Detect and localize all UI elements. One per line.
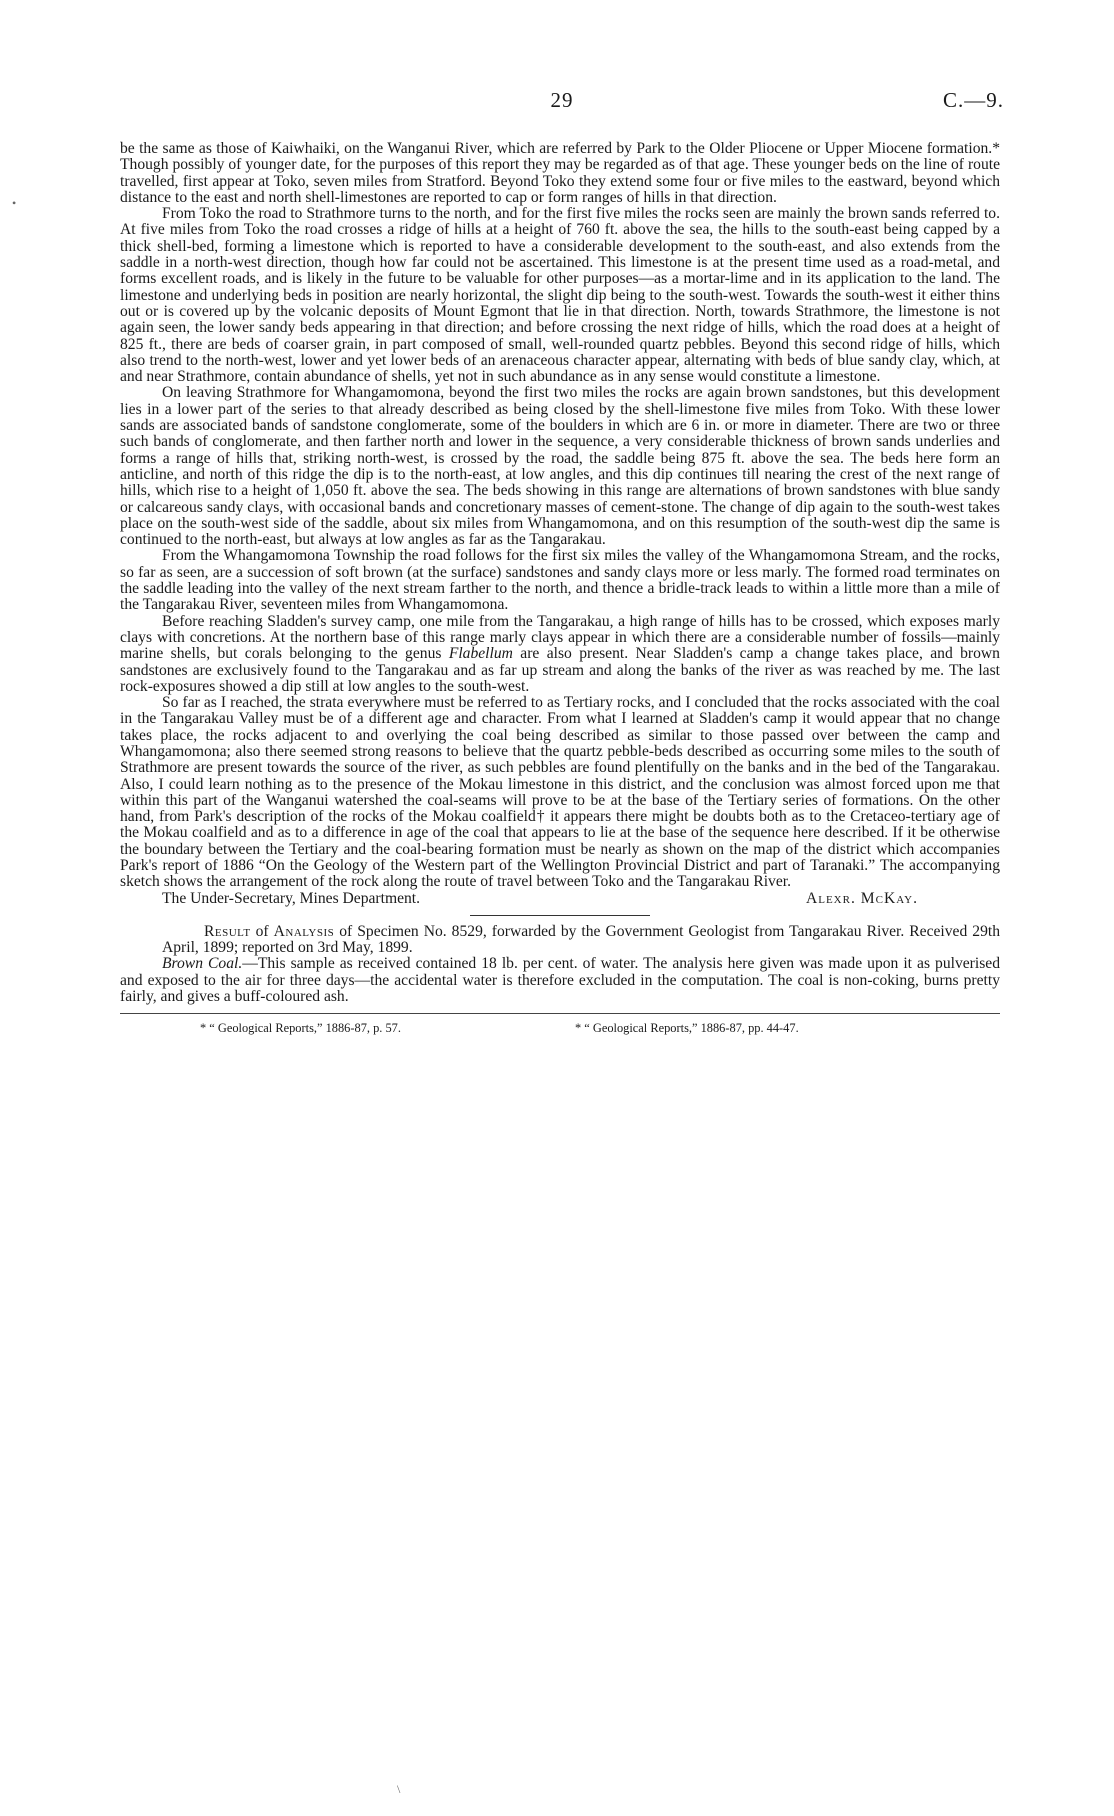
footnote-first: * “ Geological Reports,” 1886-87, p. 57. (200, 1021, 401, 1036)
margin-mark-bottom: \ (397, 1782, 401, 1796)
sladden-text-after: are also present. Near Sladden's camp a change takes place, and brown sandstones are exclusively found to the Tangarakau and as far up stream and along the banks of the river as was reached by me. The last rock-exposures showed a dip still at low angles to the south-west. (120, 645, 1000, 695)
heading-word-analysis: Analysis (273, 922, 335, 940)
analysis-body: —This sample as received contained 18 lb. per cent. of water. The analysis here given was made upon it as pulverised and exposed to the air for three days—the accidental water is therefore excluded in the computation. The coal is non-coking, burns pretty fairly, and gives a buff-coloured ash. (120, 955, 1000, 1005)
paragraph-kaiwhaiki: be the same as those of Kaiwhaiki, on the Wanganui River, which are referred by Park to the Older Pliocene or Upper Miocene formation.* Though possibly of younger date, for the purposes of this report they may be regarded as of that age. These younger beds on the line of route travelled, first appear at Toko, seven miles from Stratford. Beyond Toko they extend some four or five miles to the eastward, beyond which distance to the east and north shell-limestones are reported to cap or form ranges of hills in that direction. (120, 140, 1000, 206)
sladden-text-before: Before reaching Sladden's survey camp, one mile from the Tangarakau, a high range of hills has to be crossed, which exposes marly clays with concretions. At the northern base of this range marly clays appear in which there are a considerable number of fossils—mainly marine shells, but corals belonging to the genus (120, 612, 1000, 663)
heading-of: of (250, 922, 274, 940)
paragraph-toko-strathmore: From Toko the road to Strathmore turns to the north, and for the first five miles the rocks seen are mainly the brown sands referred to. At five miles from Toko the road crosses a ridge of hills at a height of 760 ft. above the sea, the hills to the south-east being capped by a thick shell-bed, forming a limestone which is reported to have a considerable development to the south-east, and also extends from the saddle in a north-west direction, though how far could not be ascertained. This limestone is at the present time used as a road-metal, and forms excellent roads, and is likely in the future to be valuable for other purposes—as a mortar-lime and in its application to the land. The limestone and underlying beds in position are nearly horizontal, the slight dip being to the south-west. Towards the south-west it either thins out or is covered up by the volcanic deposits of Mount Egmont that lie in that direction. North, towards Strathmore, the limestone is not again seen, the lower sandy beds appearing in that direction; and before crossing the next ridge of hills, which the road does at a height of 825 ft., there are beds of coarser grain, in part composed of small, well-rounded quartz pebbles. Beyond this second ridge of hills, which also trend to the north-west, lower and yet lower beds of an arenaceous character appear, alternating with beds of blue sandy clay, which, at and near Strathmore, contain abundance of shells, yet not in such abundance as in any sense would constitute a limestone. (120, 205, 1000, 386)
footnote-rule (120, 1013, 1000, 1014)
footnote-second: * “ Geological Reports,” 1886-87, pp. 44-47. (575, 1021, 799, 1036)
page-number: 29 (550, 88, 574, 112)
heading-rest: of Specimen No. 8529, forwarded by the Government Geologist from Tangarakau River. Received 29th April, 1899; reported on 3rd May, 1899. (162, 922, 1000, 956)
section-divider (470, 915, 650, 916)
paragraph-whangamomona-township: From the Whangamomona Township the road follows for the first six miles the valley of the Whangamomona Stream, and the rocks, so far as seen, are a succession of soft brown (at the surface) sandstones and sandy clays more or less marly. The formed road terminates on the saddle leading into the valley of the next stream farther to the north, and thence a bridle-track leads to within a little more than a mile of the Tangarakau River, seventeen miles from Whangamomona. (120, 547, 1000, 614)
analysis-lead: Brown Coal. (162, 955, 243, 973)
genus-name: Flabellum (448, 645, 513, 663)
signature-block (120, 891, 1000, 909)
margin-mark: • (12, 196, 17, 210)
author-signature: Alexr. McKay. (805, 889, 918, 907)
paragraph-conclusions: So far as I reached, the strata everywhere must be referred to as Tertiary rocks, and I concluded that the rocks associated with the coal in the Tangarakau Valley must be of a different age and character. From what I learned at Sladden's camp it would appear that no change takes place, the rocks adjacent to and overlying the coal being described as similar to those passed over between the camp and Whangamomona; also there seemed strong reasons to believe that the quartz pebble-beds described as occurring some miles to the south of Strathmore are present towards the source of the river, as such pebbles are found plentifully on the banks and in the bed of the Tangarakau. Also, I could learn nothing as to the presence of the Mokau limestone in this district, and the conclusion was almost forced upon me that within this part of the Wanganui watershed the coal-seams will prove to be at the base of the Tertiary series of formations. On the other hand, from Park's description of the rocks of the Mokau coalfield† it appears there might be doubts both as to the Cretaceo-tertiary age of the Mokau coalfield and as to a difference in age of the coal that appears to lie at the base of the sequence here described. If it be otherwise the boundary between the Tertiary and the coal-bearing formation must be nearly as shown on the map of the district which accompanies Park's report of 1886 “On the Geology of the Western part of the Wellington Provincial District and part of Taranaki.” The accompanying sketch shows the arrangement of the rock along the route of travel between Toko and the Tangarakau River. (120, 694, 1000, 891)
analysis-paragraph (120, 956, 1000, 1005)
paragraph-strathmore-whangamomona: On leaving Strathmore for Whangamomona, beyond the first two miles the rocks are again brown sandstones, but this development lies in a lower part of the series to that already described as being closed by the shell-limestone five miles from Toko. With these lower sands are associated bands of sandstone conglomerate, some of the boulders in which are 6 in. or more in diameter. There are two or three such bands of conglomerate, and then farther north and lower in the sequence, a very considerable thickness of brown sands underlies and forms a range of hills that, striking north-west, is crossed by the road, the saddle being 875 ft. above the sea. The beds here form an anticline, and north of this ridge the dip is to the north-east, at low angles, and this dip continues till nearing the crest of the next range of hills, which rise to a height of 1,050 ft. above the sea. The beds showing in this range are alternations of brown sandstones with blue sandy or calcareous sandy clays, with occasional bands and concretionary masses of cement-stone. The change of dip again to the south-west takes place on the south-west side of the saddle, about six miles from Whangamomona, and on this resumption of the south-west dip the same is continued to the north-east, but always at low angles as far as the Tangarakau. (120, 384, 1000, 549)
paragraph-sladden-camp (120, 614, 1000, 695)
heading-word-result: Result (204, 922, 251, 940)
document-reference: C.—9. (942, 88, 1004, 112)
report-body (120, 141, 1000, 1036)
analysis-heading (120, 924, 1000, 957)
footnotes (120, 1018, 1000, 1036)
page-header (120, 88, 1004, 116)
addressee: The Under-Secretary, Mines Department. (162, 889, 421, 907)
